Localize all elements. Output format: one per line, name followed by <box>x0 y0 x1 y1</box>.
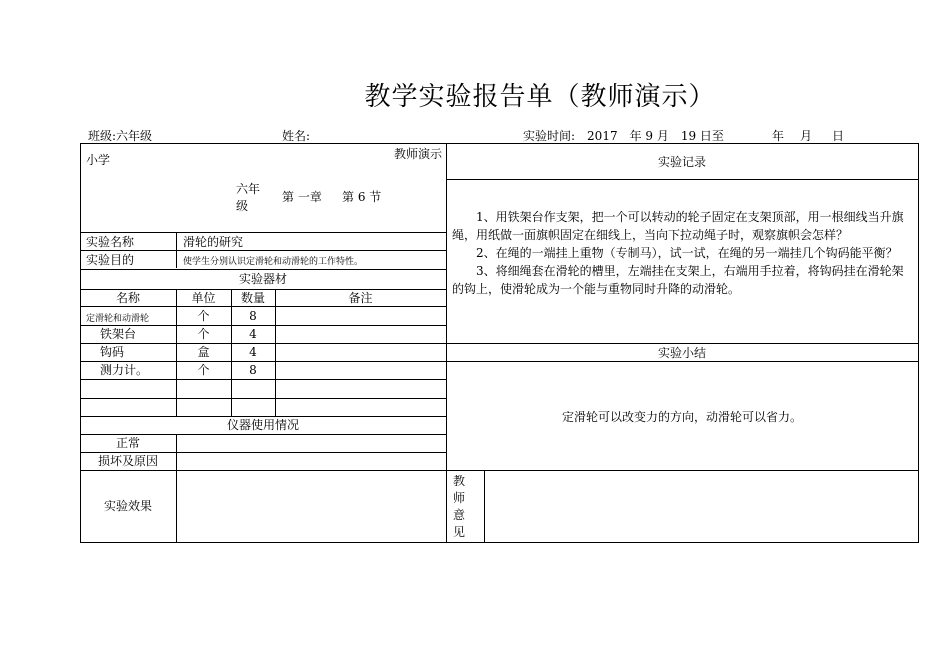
summary-text: 定滑轮可以改变力的方向，动滑轮可以省力。 <box>561 410 802 424</box>
opinion-char: 见 <box>453 525 466 539</box>
end-day-label: 日 <box>832 129 845 143</box>
equipment-qty: 8 <box>249 363 257 377</box>
equipment-qty: 8 <box>249 309 257 323</box>
record-step-3: 3、将细绳套在滑轮的槽里，左端挂在支架上，右端用手拉着，将钩码挂在滑轮架的钩上，使滑轮成为一个能与重物同时升降的动滑轮。 <box>452 264 904 296</box>
column-header-name: 名称 <box>115 291 140 305</box>
equipment-name: 钩码 <box>100 345 125 359</box>
summary-title: 实验小结 <box>657 346 706 360</box>
chapter-label: 第 一章 <box>282 190 322 204</box>
record-step-2: 2、在绳的一端挂上重物（专制马），试一试，在绳的另一端挂几个钩码能平衡？ <box>476 246 898 260</box>
section-label: 第 6 节 <box>342 190 382 204</box>
opinion-char: 意 <box>453 508 466 522</box>
column-header-note: 备注 <box>348 291 373 305</box>
equipment-unit: 个 <box>197 363 210 377</box>
equipment-qty: 4 <box>249 345 257 359</box>
equipment-unit: 个 <box>197 309 210 323</box>
equipment-name: 定滑轮和动滑轮 <box>86 314 150 324</box>
equipment-unit: 盒 <box>197 345 210 359</box>
end-year-label: 年 <box>772 129 785 143</box>
experiment-purpose-label: 实验目的 <box>86 253 135 267</box>
instrument-usage-title: 仪器使用情况 <box>226 418 299 432</box>
damage-label: 损坏及原因 <box>97 454 158 468</box>
record-title: 实验记录 <box>657 155 706 169</box>
experiment-effect-label: 实验效果 <box>103 499 152 513</box>
student-name-label: 姓名: <box>282 129 311 143</box>
equipment-name: 测力计。 <box>100 363 149 377</box>
column-header-unit: 单位 <box>191 291 216 305</box>
record-body <box>452 208 914 298</box>
equipment-qty: 4 <box>249 327 257 341</box>
teacher-demo-label: 教师演示 <box>394 147 443 161</box>
experiment-name-label: 实验名称 <box>86 235 135 249</box>
opinion-char: 教 <box>453 474 466 488</box>
grade-label: 六年级 <box>236 182 261 213</box>
column-header-qty: 数量 <box>240 291 265 305</box>
experiment-purpose-value: 使学生分别认识定滑轮和动滑轮的工作特性。 <box>183 257 364 267</box>
equipment-unit: 个 <box>197 327 210 341</box>
experiment-time-label: 实验时间: 2017 年 9 月 19 日至 <box>523 129 724 143</box>
end-month-label: 月 <box>800 129 813 143</box>
class-label: 班级:六年级 <box>88 129 153 143</box>
normal-label: 正常 <box>115 436 140 450</box>
equipment-title: 实验器材 <box>238 272 287 286</box>
school-label: 小学 <box>86 153 111 167</box>
equipment-name: 铁架台 <box>100 327 137 341</box>
page-title: 教学实验报告单（教师演示） <box>364 82 716 112</box>
record-step-1: 1、用铁架台作支架，把一个可以转动的轮子固定在支架顶部，用一根细线当升旗绳，用纸做一面旗帜固定在细线上，当向下拉动绳子时，观察旗帜会怎样？ <box>452 210 904 242</box>
experiment-name-value: 滑轮的研究 <box>183 235 244 249</box>
opinion-char: 师 <box>453 491 466 505</box>
